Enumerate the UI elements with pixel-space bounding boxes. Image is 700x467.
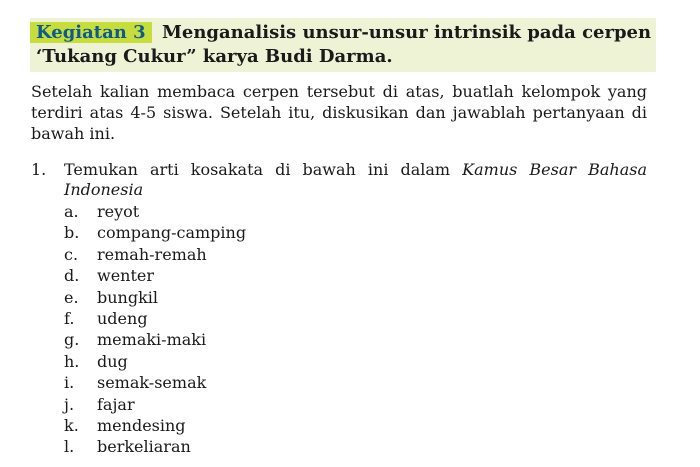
intro-line-3: bawah ini.	[31, 124, 116, 143]
item-letter: l.	[64, 437, 75, 457]
list-item	[64, 394, 246, 415]
question-number: 1.	[31, 160, 47, 179]
dictionary-title-part-2: Indonesia	[64, 180, 144, 199]
list-item	[64, 287, 246, 308]
list-item	[64, 351, 246, 372]
question-text: Temukan arti kosakata di bawah ini dalam	[64, 160, 451, 179]
vocabulary-list	[64, 201, 246, 458]
list-item	[64, 265, 246, 286]
item-word: udeng	[97, 308, 148, 328]
item-word: semak-semak	[97, 373, 207, 393]
activity-title-part-2: ‘Tukang Cukur” karya Budi Darma.	[36, 46, 393, 67]
list-item	[64, 372, 246, 393]
item-word: compang-camping	[97, 223, 247, 243]
intro-line-1: Setelah kalian membaca cerpen tersebut di atas, buatlah kelompok yang	[31, 82, 647, 101]
item-letter: j.	[64, 394, 75, 414]
activity-tag: Kegiatan 3	[30, 22, 152, 43]
activity-title-part-1: Menganalisis unsur-unsur intrinsik pada cerpen	[161, 22, 652, 43]
question-line-1	[64, 160, 647, 180]
intro-line-2: terdiri atas 4-5 siswa. Setelah itu, diskusikan dan jawablah pertanyaan di	[31, 103, 647, 122]
item-letter: h.	[64, 351, 80, 371]
list-item	[64, 222, 246, 243]
item-word: memaki-maki	[97, 330, 207, 350]
item-letter: a.	[64, 202, 79, 221]
item-word: berkeliaran	[97, 437, 191, 457]
dictionary-title-part-1: Kamus Besar Bahasa	[462, 160, 647, 179]
item-word: mendesing	[97, 415, 186, 435]
item-letter: g.	[64, 330, 80, 350]
list-item	[64, 436, 246, 457]
list-item	[64, 329, 246, 350]
item-word: reyot	[97, 202, 140, 221]
item-letter: f.	[64, 308, 75, 328]
list-item	[64, 201, 246, 222]
item-letter: k.	[64, 415, 79, 435]
item-letter: e.	[64, 287, 79, 307]
item-letter: b.	[64, 223, 80, 243]
activity-heading-line-1	[36, 22, 652, 44]
item-word: bungkil	[97, 287, 159, 307]
item-word: fajar	[97, 394, 135, 414]
item-word: wenter	[97, 266, 155, 286]
list-item	[64, 308, 246, 329]
list-item	[64, 415, 246, 436]
list-item	[64, 244, 246, 265]
item-letter: c.	[64, 244, 79, 264]
item-letter: d.	[64, 266, 80, 286]
item-word: remah-remah	[97, 244, 207, 264]
item-letter: i.	[64, 373, 75, 393]
item-word: dug	[97, 351, 128, 371]
